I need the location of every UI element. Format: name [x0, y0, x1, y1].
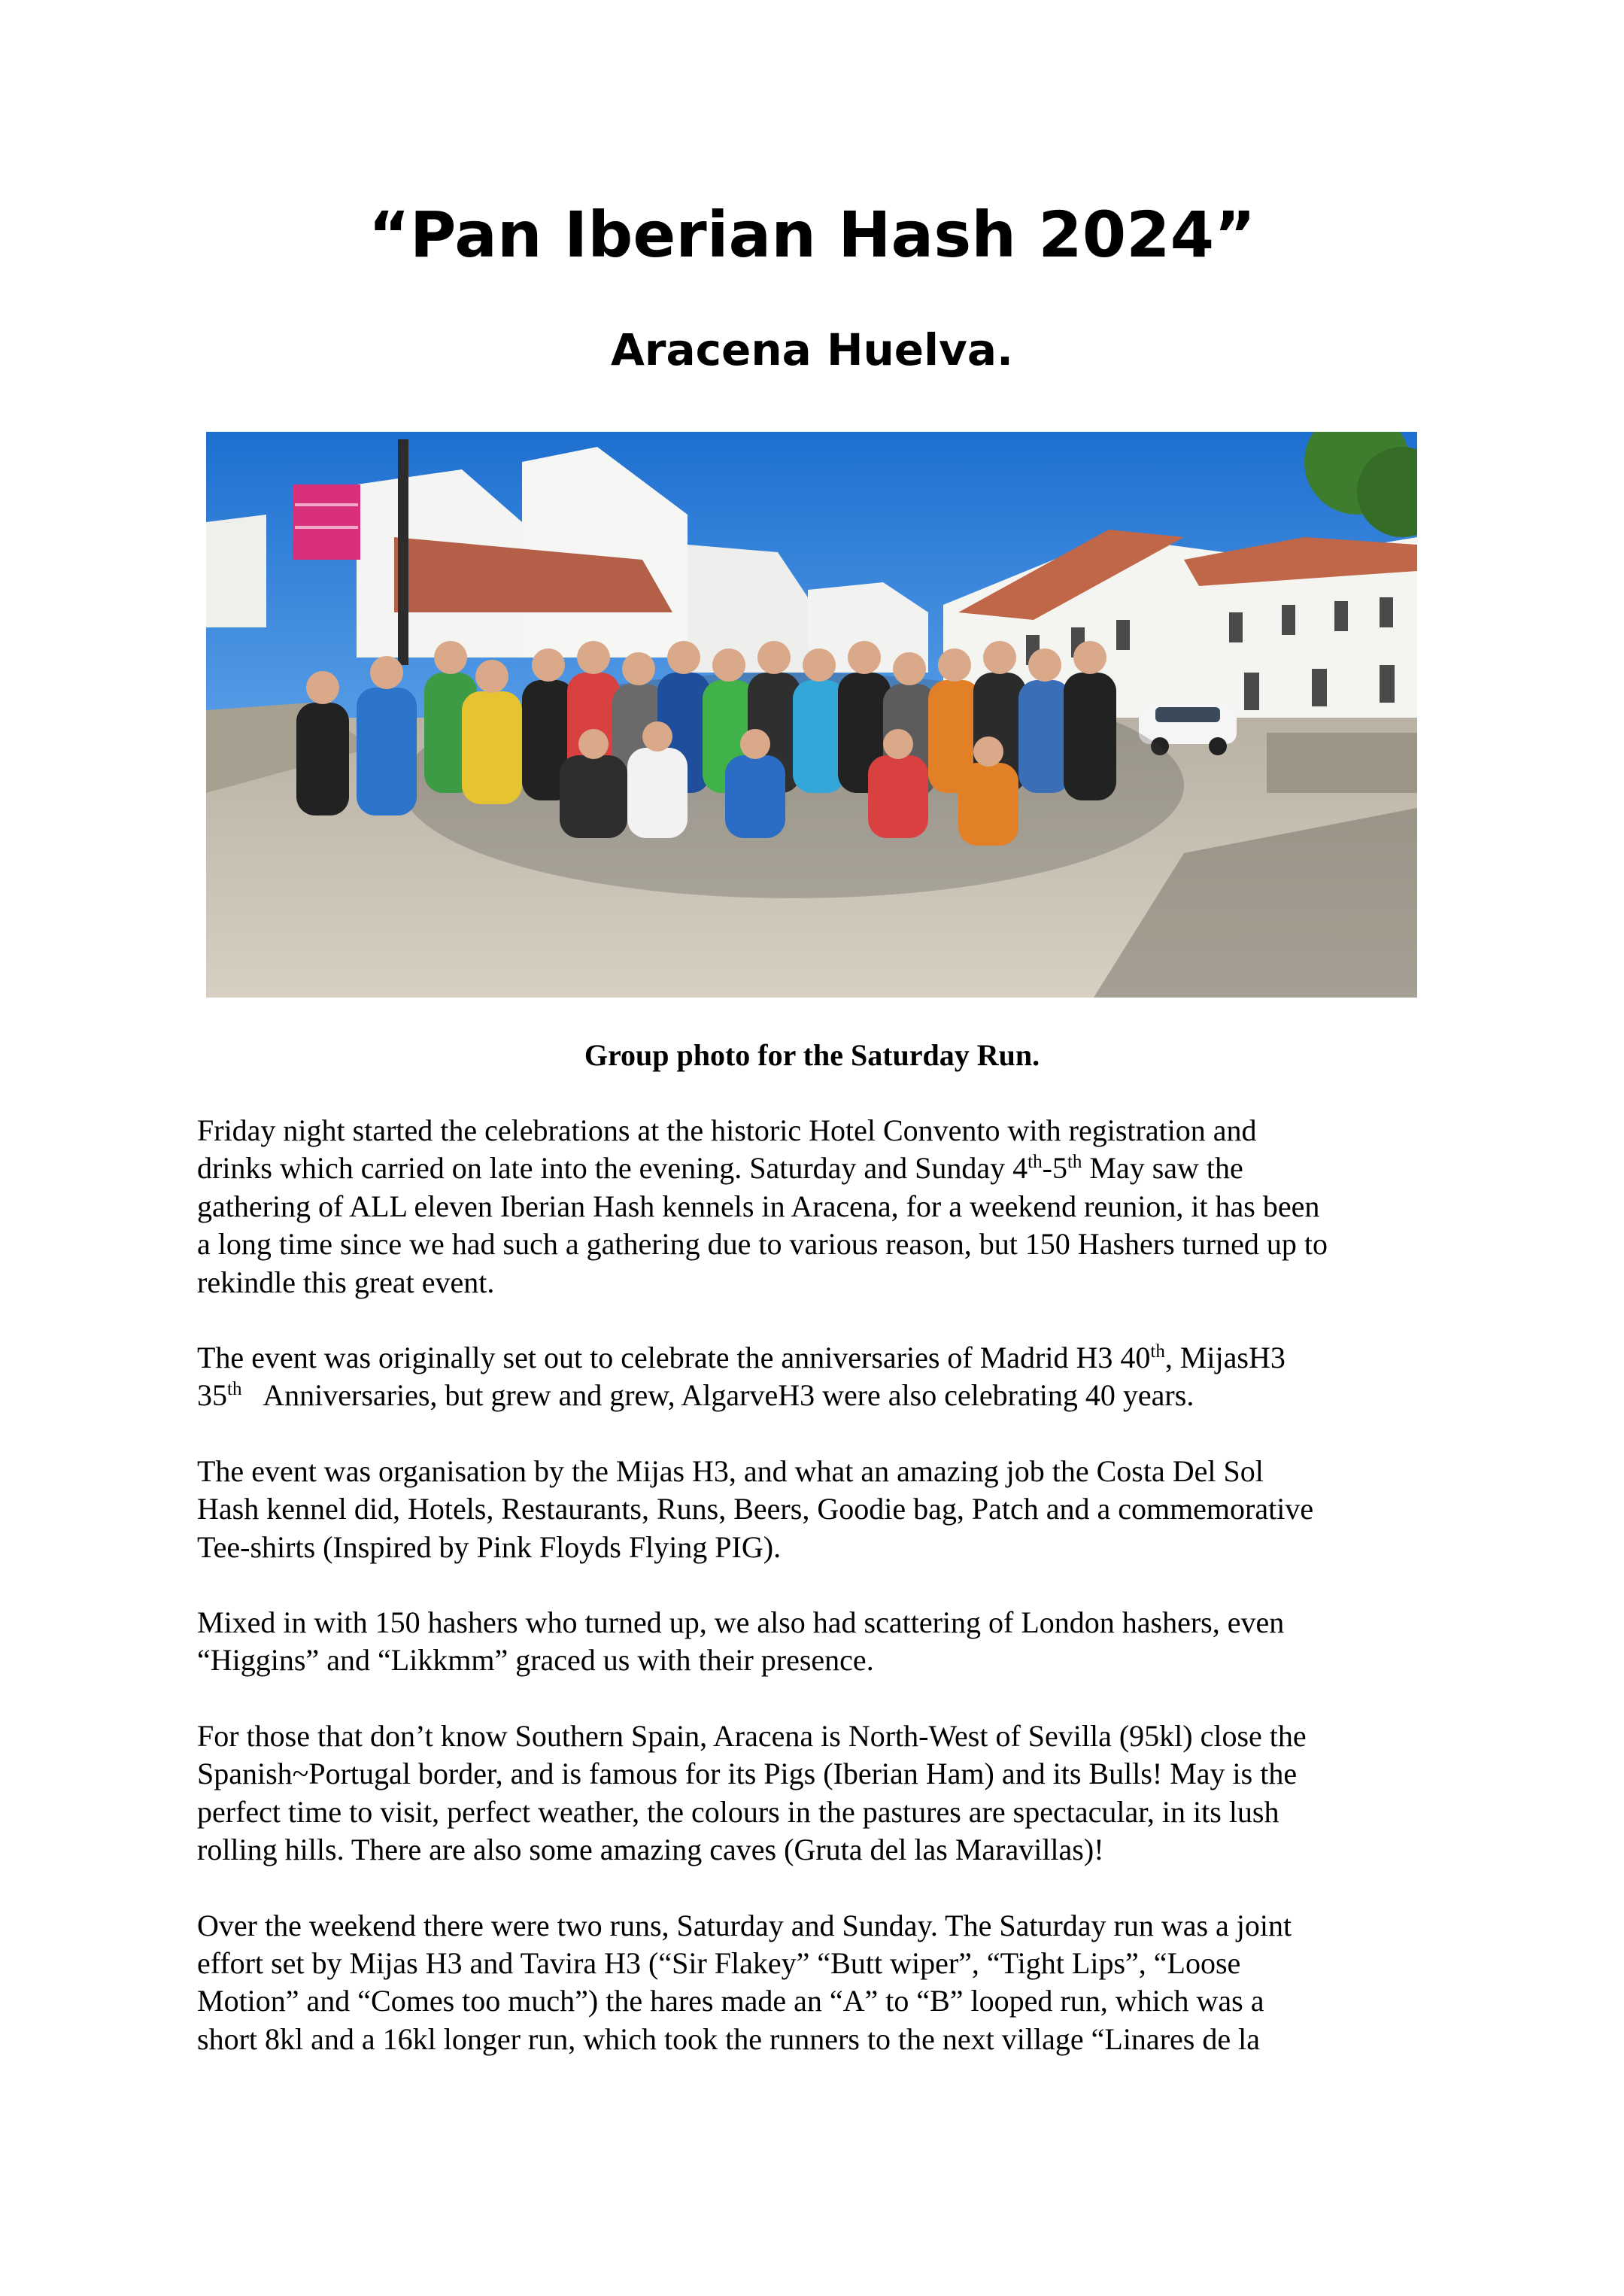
text-line: perfect time to visit, perfect weather, the colours in the pastures are spectacular, in its lush: [197, 1794, 1279, 1829]
text-line: The event was organisation by the Mijas H3, and what an amazing job the Costa Del Sol: [197, 1453, 1264, 1488]
paragraph: [197, 1604, 1446, 1680]
article-body: [197, 1112, 1446, 2096]
text-line: The event was originally set out to celebrate the anniversaries of Madrid H3 40th, MijasH3: [197, 1341, 1286, 1375]
paragraph: [197, 1453, 1446, 1566]
text-line: rolling hills. There are also some amazing caves (Gruta del las Maravillas)!: [197, 1833, 1104, 1867]
text-line: short 8kl and a 16kl longer run, which took the runners to the next village “Linares de la: [197, 2021, 1260, 2056]
street-sign: [293, 484, 360, 560]
paragraph: [197, 1112, 1446, 1301]
text-line: For those that don’t know Southern Spain, Aracena is North-West of Sevilla (95kl) close the: [197, 1718, 1307, 1753]
text-line: Motion” and “Comes too much”) the hares made an “A” to “B” looped run, which was a: [197, 1984, 1264, 2018]
text-line: Hash kennel did, Hotels, Restaurants, Runs, Beers, Goodie bag, Patch and a commemorative: [197, 1492, 1314, 1526]
photo-caption: Group photo for the Saturday Run.: [584, 1038, 1040, 1072]
paragraph: [197, 1717, 1446, 1869]
building: [206, 515, 266, 627]
paragraph: [197, 1907, 1446, 2059]
text-line: Spanish~Portugal border, and is famous for its Pigs (Iberian Ham) and its Bulls! May is the: [197, 1757, 1298, 1791]
text-line: Mixed in with 150 hashers who turned up, we also had scattering of London hashers, even: [197, 1605, 1285, 1640]
text-line: Tee-shirts (Inspired by Pink Floyds Flying PIG).: [197, 1529, 782, 1564]
document-subtitle: Aracena Huelva.: [611, 324, 1013, 375]
text-line: gathering of ALL eleven Iberian Hash kennels in Aracena, for a weekend reunion, it has been: [197, 1189, 1320, 1223]
group-photo-illustration: [206, 432, 1417, 998]
text-line: Over the weekend there were two runs, Saturday and Sunday. The Saturday run was a joint: [197, 1908, 1292, 1942]
text-line: rekindle this great event.: [197, 1265, 495, 1299]
text-line: 35th Anniversaries, but grew and grew, AlgarveH3 were also celebrating 40 years.: [197, 1378, 1194, 1413]
text-line: a long time since we had such a gathering due to various reason, but 150 Hashers turned up to: [197, 1227, 1328, 1262]
lamp-post: [398, 439, 408, 665]
paragraph: [197, 1339, 1446, 1415]
group-photo: [206, 432, 1417, 998]
text-line: Friday night started the celebrations at the historic Hotel Convento with registration and: [197, 1113, 1257, 1147]
text-line: drinks which carried on late into the evening. Saturday and Sunday 4th-5th May saw the: [197, 1151, 1243, 1186]
document-title: “Pan Iberian Hash 2024”: [368, 198, 1256, 272]
text-line: “Higgins” and “Likkmm” graced us with their presence.: [197, 1643, 874, 1678]
text-line: effort set by Mijas H3 and Tavira H3 (“Sir Flakey” “Butt wiper”, “Tight Lips”, “Loose: [197, 1945, 1241, 1980]
